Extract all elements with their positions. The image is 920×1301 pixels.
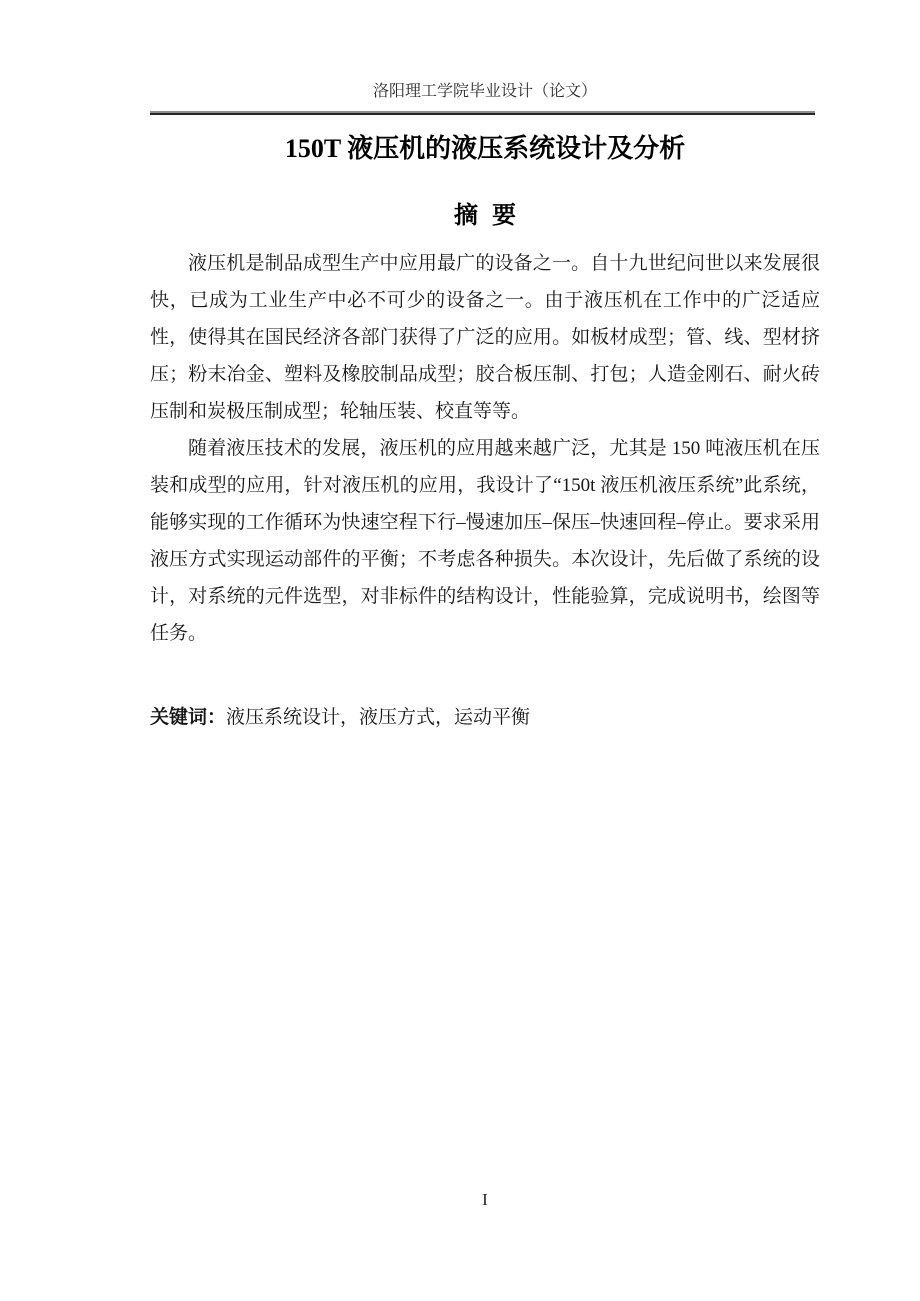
abstract-heading: 摘 要 [454,203,516,229]
header-title: 洛阳理工学院毕业设计（论文） [372,83,597,100]
keywords-line [150,699,820,736]
page-header [150,0,820,115]
header-rule [150,111,815,115]
abstract-paragraph-2: 随着液压技术的发展，液压机的应用越来越广泛，尤其是 150 吨液压机在压装和成型的应用，针对液压机的应用，我设计了“150t 液压机液压系统”此系统，能够实现的工作循环为快速空程下行–慢速加压–保压–快速回程–停止。要求采用液压方式实现运动部件的平衡；不考虑各种损失。本次设计，先后做了系统的设计，对系统的元件选型，对非标件的结构设计，性能验算，完成说明书，绘图等任务。 [150,438,820,644]
abstract-paragraph-1: 液压机是制品成型生产中应用最广的设备之一。自十九世纪问世以来发展很快，已成为工业生产中必不可少的设备之一。由于液压机在工作中的广泛适应性，使得其在国民经济各部门获得了广泛的应用。如板材成型；管、线、型材挤压；粉末冶金、塑料及橡胶制品成型；胶合板压制、打包；人造金刚石、耐火砖压制和炭极压制成型；轮轴压装、校直等等。 [150,253,820,422]
document-title: 150T 液压机的液压系统设计及分析 [284,134,686,163]
abstract-body [150,245,820,652]
header-rule-bottom [150,113,815,115]
keywords-text: 液压系统设计，液压方式，运动平衡 [226,707,531,728]
page-number: I [482,1190,488,1209]
keywords-label: 关键词： [150,707,227,728]
